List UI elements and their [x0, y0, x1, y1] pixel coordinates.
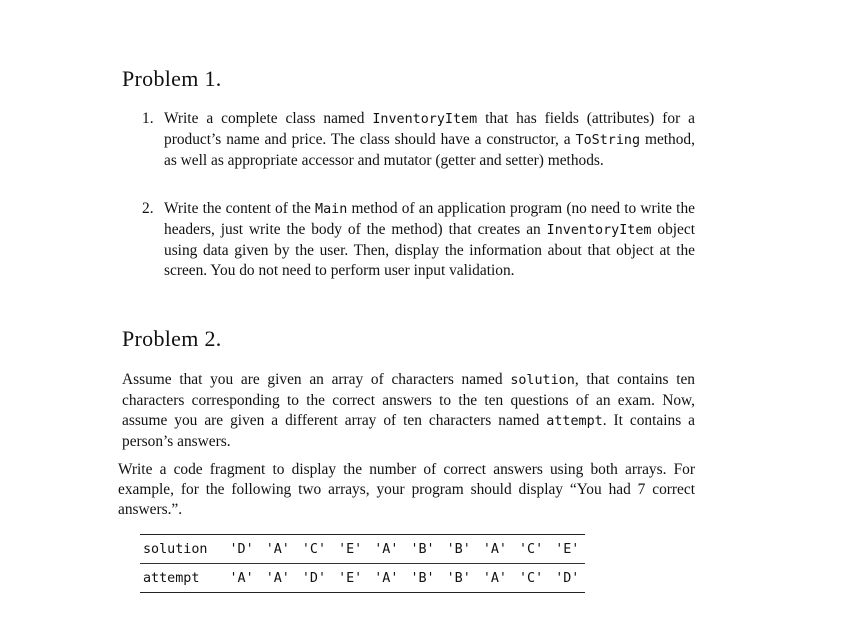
- problem-1-item-1: [164, 109, 695, 171]
- para1-code-solution: solution: [510, 373, 575, 388]
- table-row-attempt: [140, 564, 585, 593]
- table-cell: 'B': [441, 535, 477, 564]
- table-cell: 'E': [332, 535, 368, 564]
- table-cell: 'A': [368, 535, 404, 564]
- item-2-code-main: Main: [315, 202, 348, 217]
- para1-text-a: Assume that you are given an array of characters named: [122, 371, 511, 388]
- table-cell: 'A': [368, 564, 404, 593]
- item-2-number: 2.: [142, 200, 154, 217]
- table-cell: 'A': [260, 535, 296, 564]
- problem-1-item-2: [164, 199, 695, 281]
- table-cell: 'A': [477, 535, 513, 564]
- table-cell: 'E': [549, 535, 585, 564]
- table-row-solution: [140, 535, 585, 564]
- table-cell: 'B': [441, 564, 477, 593]
- table-cell: 'C': [513, 535, 549, 564]
- table-cell: 'B': [404, 564, 440, 593]
- item-1-number: 1.: [142, 110, 154, 127]
- table-cell: 'D': [296, 564, 332, 593]
- para1-text-b: , that contains ten characters corresponding to the correct answers to the ten questions of an exam. Now, assume you are given a different array of ten characters named: [122, 371, 695, 429]
- item-1-text-b: that has fields (attributes) for a product’s name and price. The class should have a constructor, a: [164, 110, 695, 148]
- para1-text-c: . It contains a person’s answers.: [122, 412, 695, 450]
- problem-2-title: Problem 2.: [122, 326, 222, 351]
- item-1-code-tostring: ToString: [575, 133, 641, 148]
- problem-2-paragraph-1: [122, 370, 695, 452]
- problem-2-paragraph-2: Write a code fragment to display the number of correct answers using both arrays. For example, for the following two arrays, your program should display “You had 7 correct answers.”.: [118, 461, 695, 518]
- table-cell: 'E': [332, 564, 368, 593]
- row-label: solution: [140, 535, 224, 564]
- item-2-code-inventoryitem: InventoryItem: [546, 223, 652, 238]
- row-label: attempt: [140, 564, 224, 593]
- item-1-text-a: Write a complete class named: [164, 110, 373, 127]
- problem-1-title: Problem 1.: [122, 66, 222, 91]
- table-cell: 'C': [513, 564, 549, 593]
- item-2-text-c: object using data given by the user. Then, display the information about that object at the screen. You do not need to perform user input validation.: [164, 221, 695, 279]
- item-1-text-c: method, as well as appropriate accessor and mutator (getter and setter) methods.: [164, 131, 695, 169]
- table-cell: 'A': [477, 564, 513, 593]
- item-2-text-a: Write the content of the: [164, 200, 316, 217]
- table-cell: 'C': [296, 535, 332, 564]
- table-cell: 'A': [260, 564, 296, 593]
- table-cell: 'D': [549, 564, 585, 593]
- item-2-text-b: method of an application program (no need to write the headers, just write the body of the method) that creates an: [164, 200, 695, 238]
- table-cell: 'B': [404, 535, 440, 564]
- table-cell: 'A': [224, 564, 260, 593]
- table-cell: 'D': [224, 535, 260, 564]
- item-1-code-inventoryitem: InventoryItem: [372, 112, 478, 127]
- para1-code-attempt: attempt: [546, 414, 603, 429]
- answers-table: [140, 534, 585, 593]
